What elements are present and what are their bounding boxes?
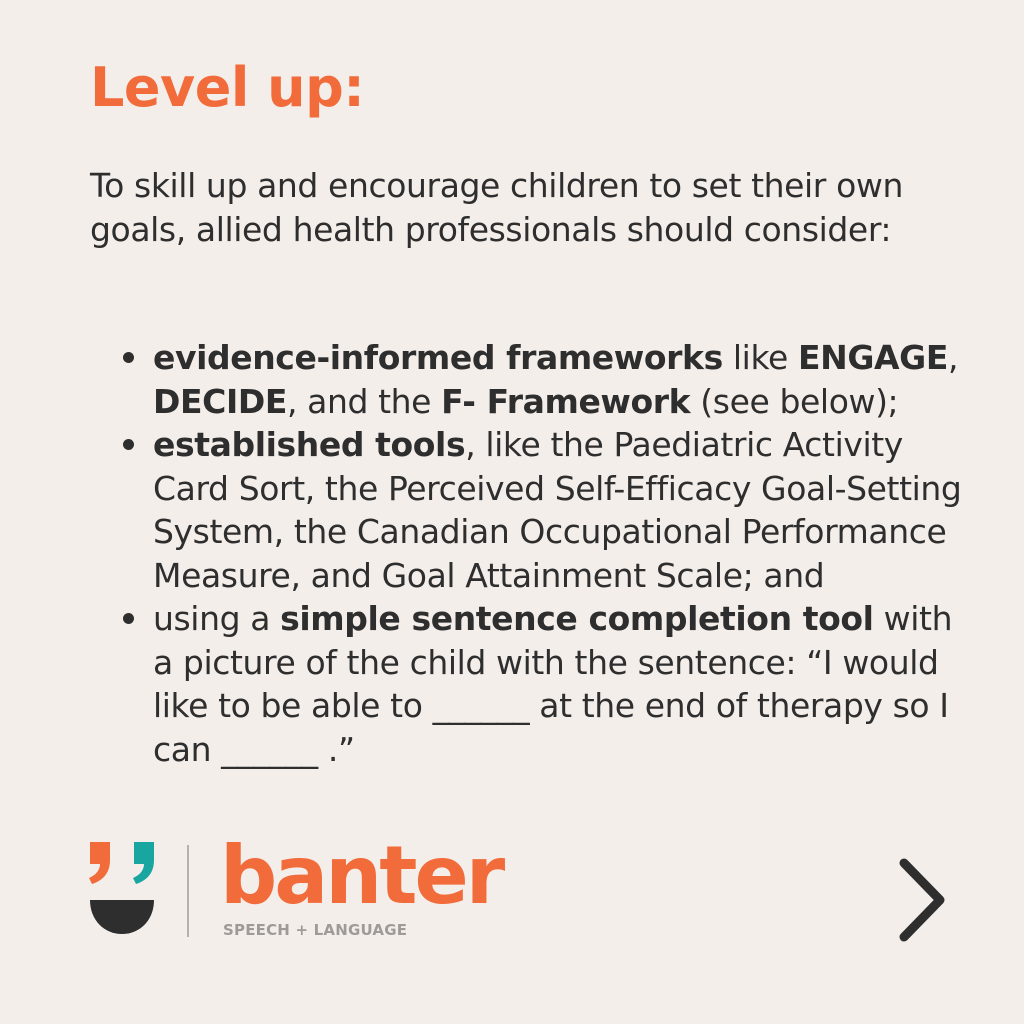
bullet-dot xyxy=(123,439,134,450)
brand-name: banter xyxy=(220,829,503,922)
bold-text: evidence-informed frameworks xyxy=(153,338,723,377)
banter-logo-icon xyxy=(88,840,160,940)
bold-text: established tools xyxy=(153,425,466,464)
bold-text: ENGAGE xyxy=(797,338,948,377)
bullet-dot xyxy=(123,613,134,624)
bullet-list xyxy=(90,336,970,771)
text: (see below); xyxy=(690,381,899,421)
list-item xyxy=(90,597,970,771)
text: , and the xyxy=(286,381,442,421)
list-item xyxy=(90,336,970,423)
bold-text: DECIDE xyxy=(153,381,287,421)
intro-text: To skill up and encourage children to set their own goals, allied health professionals should consider: xyxy=(90,166,903,249)
text: with a picture of the child with the sentence: “I would like to be able to ______ at the end of therapy so I can ______ .” xyxy=(153,599,953,769)
text: , xyxy=(948,338,959,377)
chevron-right-icon[interactable] xyxy=(890,855,960,945)
logo-divider xyxy=(187,845,189,937)
brand-tagline: SPEECH + LANGUAGE xyxy=(223,921,408,939)
page-title: Level up: xyxy=(90,56,365,119)
text: using a xyxy=(153,599,281,638)
bold-text: F- Framework xyxy=(441,381,691,421)
text: like xyxy=(722,338,798,377)
list-item xyxy=(90,423,970,597)
bold-text: simple sentence completion tool xyxy=(280,599,874,638)
text: , like the Paediatric Activity Card Sort, the Perceived Self-Efficacy Goal-Setting System, the Canadian Occupational Performance Measure, and Goal Attainment Scale; and xyxy=(153,425,962,595)
bullet-dot xyxy=(123,352,134,363)
